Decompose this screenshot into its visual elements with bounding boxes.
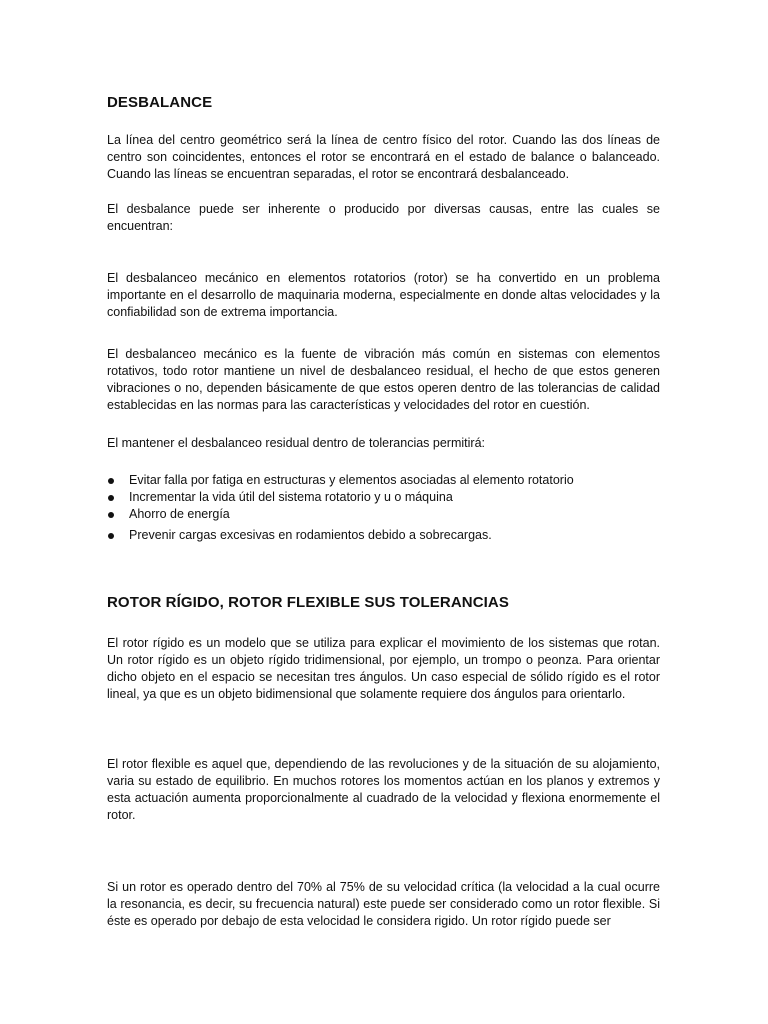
bullet-icon bbox=[108, 533, 114, 539]
list-item-text: Ahorro de energía bbox=[129, 507, 230, 521]
benefits-list bbox=[107, 472, 660, 544]
list-item bbox=[107, 489, 660, 506]
list-item bbox=[107, 506, 660, 523]
paragraph-rotor-rigido: El rotor rígido es un modelo que se utiliza para explicar el movimiento de los sistemas que rotan. Un rotor rígido es un objeto rígido tridimensional, por ejemplo, un trompo o peonza. Para orientar dicho objeto en el espacio se necesitan tres ángulos. Un caso especial de sólido rígido es el rotor lineal, ya que es un objeto bidimensional que solamente requiere dos ángulos para orientarlo. bbox=[107, 636, 660, 701]
section-heading-rotor: ROTOR RÍGIDO, ROTOR FLEXIBLE SUS TOLERANCIAS bbox=[107, 594, 509, 611]
paragraph-fuente-vibracion: El desbalanceo mecánico es la fuente de vibración más común en sistemas con elementos rotativos, todo rotor mantiene un nivel de desbalanceo residual, el hecho de que estos generen vibraciones o no, dependen básicamente de que estos operen dentro de las tolerancias de calidad establecidas en las normas para las características y velocidades del rotor en cuestión. bbox=[107, 347, 660, 412]
list-item-text: Prevenir cargas excesivas en rodamientos debido a sobrecargas. bbox=[129, 528, 492, 542]
bullet-icon bbox=[108, 495, 114, 501]
bullet-icon bbox=[108, 512, 114, 518]
paragraph-desbalanceo-problema: El desbalanceo mecánico en elementos rotatorios (rotor) se ha convertido en un problema importante en el desarrollo de maquinaria moderna, especialmente en donde altas velocidades y la confiabilidad son de extrema importancia. bbox=[107, 271, 660, 319]
paragraph-causas: El desbalance puede ser inherente o producido por diversas causas, entre las cuales se encuentran: bbox=[107, 202, 660, 233]
paragraph-centro-geometrico: La línea del centro geométrico será la línea de centro físico del rotor. Cuando las dos líneas de centro son coincidentes, entonces el rotor se encontrará en el estado de balance o balanceado. Cuando las líneas se encuentran separadas, el rotor se encontrará desbalanceado. bbox=[107, 133, 660, 181]
section-heading-desbalance: DESBALANCE bbox=[107, 94, 213, 111]
list-item-text: Evitar falla por fatiga en estructuras y elementos asociadas al elemento rotatorio bbox=[129, 473, 574, 487]
bullet-icon bbox=[108, 478, 114, 484]
paragraph-tolerancias-intro: El mantener el desbalanceo residual dentro de tolerancias permitirá: bbox=[107, 436, 485, 450]
list-item bbox=[107, 527, 660, 544]
list-item-text: Incrementar la vida útil del sistema rotatorio y u o máquina bbox=[129, 490, 453, 504]
list-item bbox=[107, 472, 660, 489]
paragraph-velocidad-critica: Si un rotor es operado dentro del 70% al 75% de su velocidad crítica (la velocidad a la cual ocurre la resonancia, es decir, su frecuencia natural) este puede ser considerado como un rotor flexible. Si éste es operado por debajo de esta velocidad le considera rigido. Un rotor rígido puede ser bbox=[107, 880, 660, 928]
paragraph-rotor-flexible: El rotor flexible es aquel que, dependiendo de las revoluciones y de la situación de su alojamiento, varia su estado de equilibrio. En muchos rotores los momentos actúan en los planos y extremos y esta actuación aumenta proporcionalmente al cuadrado de la velocidad y flexiona enormemente el rotor. bbox=[107, 757, 660, 822]
